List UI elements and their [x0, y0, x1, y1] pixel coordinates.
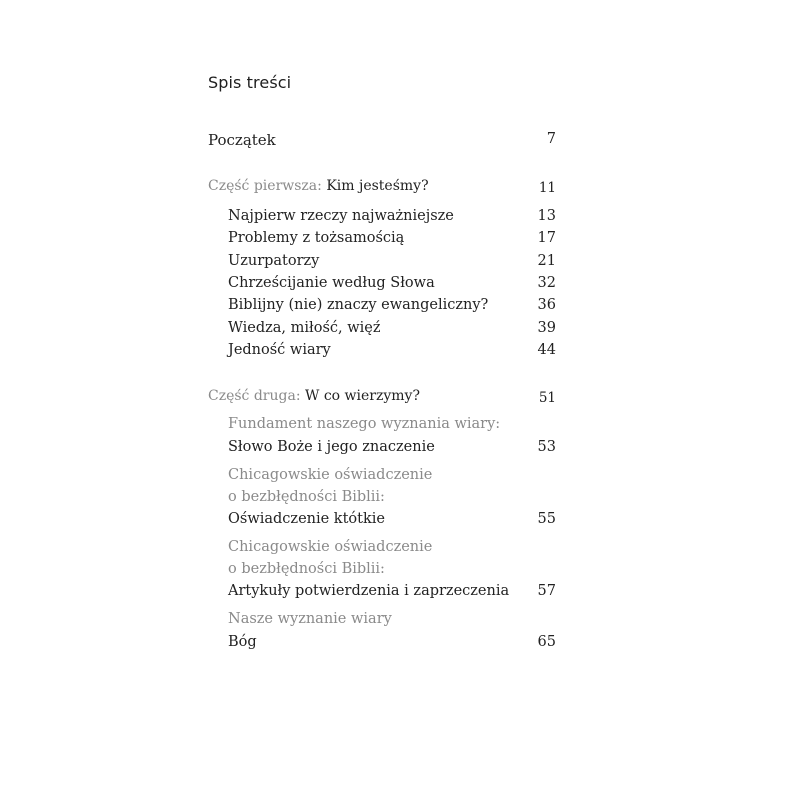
- toc-entry-page: 7: [546, 131, 556, 147]
- toc-entry-label: Uzurpatorzy: [228, 253, 320, 269]
- toc-entry-page: 17: [537, 230, 556, 246]
- toc-entry-label: Wiedza, miłość, więź: [228, 320, 381, 336]
- toc-entry-subtitle: o bezbłędności Biblii:: [228, 489, 385, 505]
- toc-entry-label: Bóg: [228, 634, 257, 650]
- toc-part-prefix: Część pierwsza:: [208, 178, 322, 194]
- toc-entry-label: Początek: [208, 131, 276, 149]
- toc-entry[interactable]: [208, 208, 556, 230]
- toc-entry-page: 57: [537, 583, 556, 599]
- toc-entry-page: 53: [537, 439, 556, 455]
- toc-heading: Spis treści: [208, 73, 292, 92]
- toc-entry-subtitle: o bezbłędności Biblii:: [228, 561, 385, 577]
- toc-entry-page: 11: [538, 180, 556, 196]
- toc-entry-page: 32: [537, 275, 556, 291]
- toc-entry-page: 21: [537, 253, 556, 269]
- toc-entry[interactable]: [208, 634, 556, 656]
- toc-entry-label: Problemy z tożsamością: [228, 230, 405, 246]
- toc-entry-label: Chrześcijanie według Słowa: [228, 275, 435, 291]
- toc-entry-subtitle: Nasze wyznanie wiary: [228, 611, 392, 627]
- toc-part-title: W co wierzymy?: [305, 388, 420, 404]
- toc-entry-subtitle: Chicagowskie oświadczenie: [228, 539, 433, 555]
- toc-entry-page: 51: [538, 390, 556, 406]
- toc-entry-subtitle: Fundament naszego wyznania wiary:: [228, 416, 501, 432]
- toc-part-title: Kim jesteśmy?: [326, 178, 429, 194]
- toc-entry[interactable]: [208, 253, 556, 275]
- toc-entry-intro[interactable]: [208, 131, 556, 153]
- toc-entry-page: 39: [537, 320, 556, 336]
- toc-entry-page: 44: [537, 342, 556, 358]
- toc-entry-label: Najpierw rzeczy najważniejsze: [228, 208, 454, 224]
- toc-entry[interactable]: [208, 230, 556, 252]
- toc-entry[interactable]: [208, 342, 556, 364]
- toc-part-heading: [208, 388, 420, 404]
- toc-part-heading: [208, 178, 429, 194]
- toc-entry-label: Jedność wiary: [228, 342, 331, 358]
- toc-entry-page: 36: [537, 297, 556, 313]
- toc-entry-label: Oświadczenie któtkie: [228, 511, 385, 527]
- toc-entry-label: Biblijny (nie) znaczy ewangeliczny?: [228, 297, 489, 313]
- toc-entry[interactable]: [208, 583, 556, 605]
- toc-entry[interactable]: [208, 439, 556, 461]
- toc-part-two[interactable]: [208, 388, 556, 410]
- toc-entry-label: Artykuły potwierdzenia i zaprzeczenia: [228, 583, 510, 599]
- toc-entry[interactable]: [208, 511, 556, 533]
- toc-entry[interactable]: [208, 297, 556, 319]
- toc-entry[interactable]: [208, 320, 556, 342]
- toc-entry-subtitle: Chicagowskie oświadczenie: [228, 467, 433, 483]
- toc-entry-page: 65: [537, 634, 556, 650]
- toc-part-one[interactable]: [208, 178, 556, 200]
- toc-entry[interactable]: [208, 275, 556, 297]
- toc-part-prefix: Część druga:: [208, 388, 301, 404]
- toc-entry-page: 13: [537, 208, 556, 224]
- toc-entry-label: Słowo Boże i jego znaczenie: [228, 439, 435, 455]
- toc-entry-page: 55: [537, 511, 556, 527]
